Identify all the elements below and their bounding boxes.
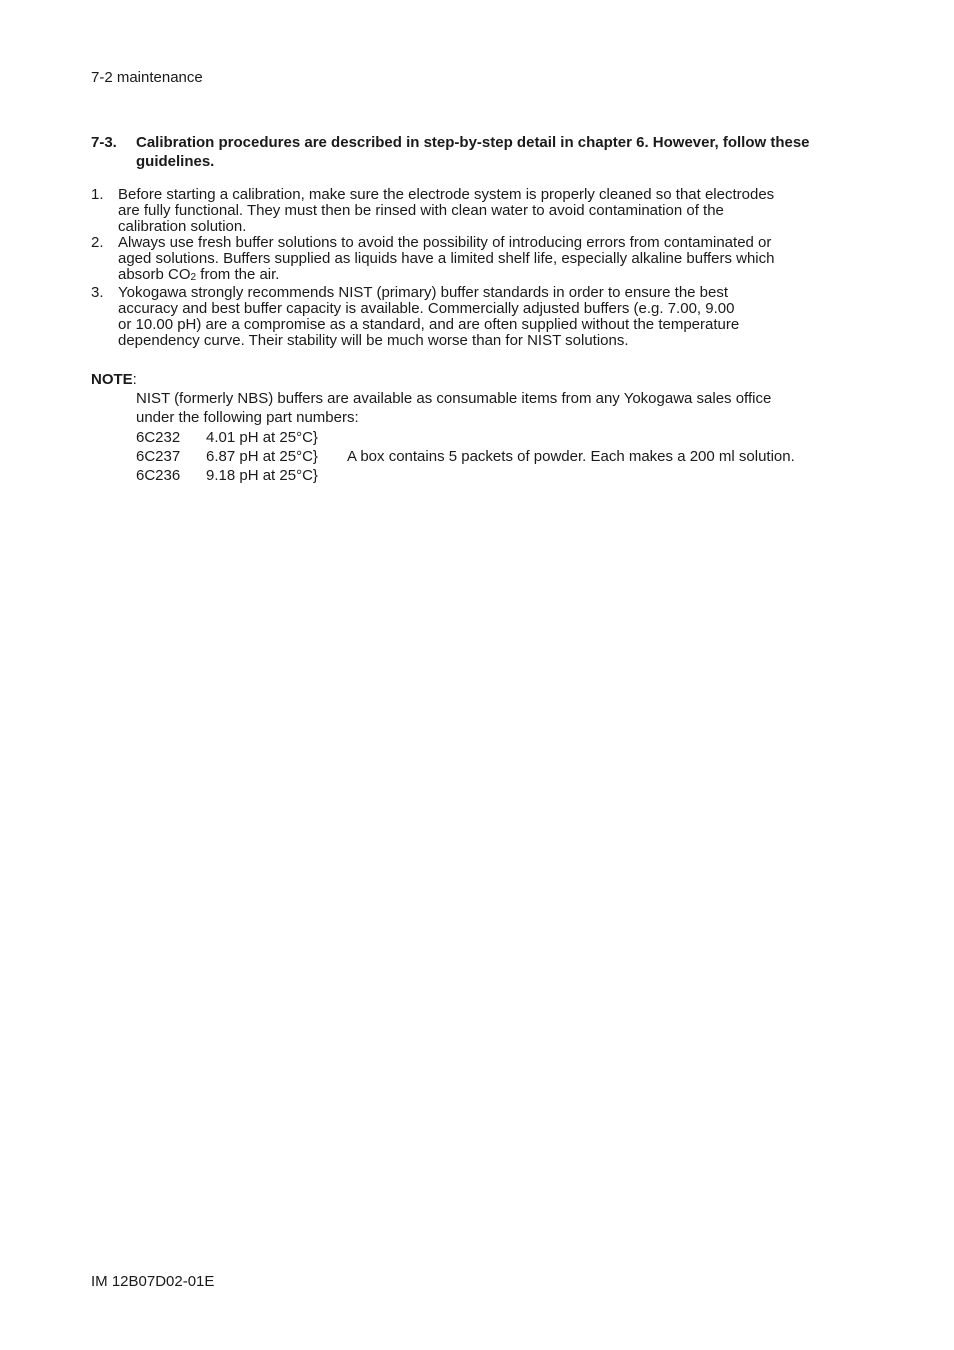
page-header: 7-2 maintenance bbox=[91, 69, 203, 86]
part-extra bbox=[347, 466, 856, 485]
list-item-text bbox=[118, 235, 851, 285]
section-heading-line-2: guidelines. bbox=[136, 153, 215, 170]
part-number-row bbox=[136, 428, 856, 447]
note-line: under the following part numbers: bbox=[136, 409, 359, 427]
list-item-line: are fully functional. They must then be rinsed with clean water to avoid contamination of the bbox=[118, 202, 724, 219]
list-item-line: Yokogawa strongly recommends NIST (primary) buffer standards in order to ensure the best bbox=[118, 284, 729, 301]
list-item-text bbox=[118, 285, 851, 349]
page-footer: IM 12B07D02-01E bbox=[91, 1273, 215, 1290]
list-item-index: 3. bbox=[91, 284, 104, 301]
part-extra: A box contains 5 packets of powder. Each makes a 200 ml solution. bbox=[347, 447, 795, 465]
co2-suffix: from the air. bbox=[196, 266, 280, 283]
note-body bbox=[136, 389, 856, 485]
list-item-line bbox=[118, 267, 851, 285]
part-extra bbox=[347, 428, 856, 447]
list-item-line: Before starting a calibration, make sure the electrode system is properly cleaned so that electrodes bbox=[118, 186, 775, 203]
note-label-text: NOTE bbox=[91, 371, 133, 388]
list-item-index: 1. bbox=[91, 186, 104, 203]
part-description: 9.18 pH at 25°C} bbox=[206, 467, 318, 485]
list-item-line: aged solutions. Buffers supplied as liquids have a limited shelf life, especially alkaline buffers which bbox=[118, 250, 775, 267]
part-number-row bbox=[136, 447, 856, 466]
list-item bbox=[91, 285, 851, 349]
list-item-line: calibration solution. bbox=[118, 218, 247, 235]
part-code: 6C232 bbox=[136, 428, 181, 446]
list-item-text bbox=[118, 187, 851, 235]
co2-prefix: absorb CO bbox=[118, 266, 191, 283]
part-number-row bbox=[136, 466, 856, 485]
section-number: 7-3. bbox=[91, 134, 117, 151]
list-item bbox=[91, 235, 851, 285]
list-item-line: or 10.00 pH) are a compromise as a standard, and are often supplied without the temperature bbox=[118, 316, 740, 333]
part-code: 6C236 bbox=[136, 467, 181, 485]
list-item-line: accuracy and best buffer capacity is available. Commercially adjusted buffers (e.g. 7.00, 9.00 bbox=[118, 300, 735, 317]
list-item-line: Always use fresh buffer solutions to avoid the possibility of introducing errors from contaminated or bbox=[118, 234, 772, 251]
list-item-index: 2. bbox=[91, 234, 104, 251]
note-line: NIST (formerly NBS) buffers are available as consumable items from any Yokogawa sales office bbox=[136, 390, 772, 407]
section-heading-line-1: Calibration procedures are described in step-by-step detail in chapter 6. However, follow these bbox=[136, 134, 810, 151]
part-description: 6.87 pH at 25°C} bbox=[206, 447, 318, 465]
list-item-line: dependency curve. Their stability will be much worse than for NIST solutions. bbox=[118, 332, 629, 349]
note-label bbox=[91, 370, 137, 389]
section-heading bbox=[91, 133, 851, 171]
guideline-list bbox=[91, 187, 851, 349]
note-label-colon: : bbox=[132, 371, 137, 388]
list-item bbox=[91, 187, 851, 235]
part-code: 6C237 bbox=[136, 447, 181, 465]
part-description: 4.01 pH at 25°C} bbox=[206, 428, 318, 446]
co2-subscript: 2 bbox=[190, 272, 197, 283]
